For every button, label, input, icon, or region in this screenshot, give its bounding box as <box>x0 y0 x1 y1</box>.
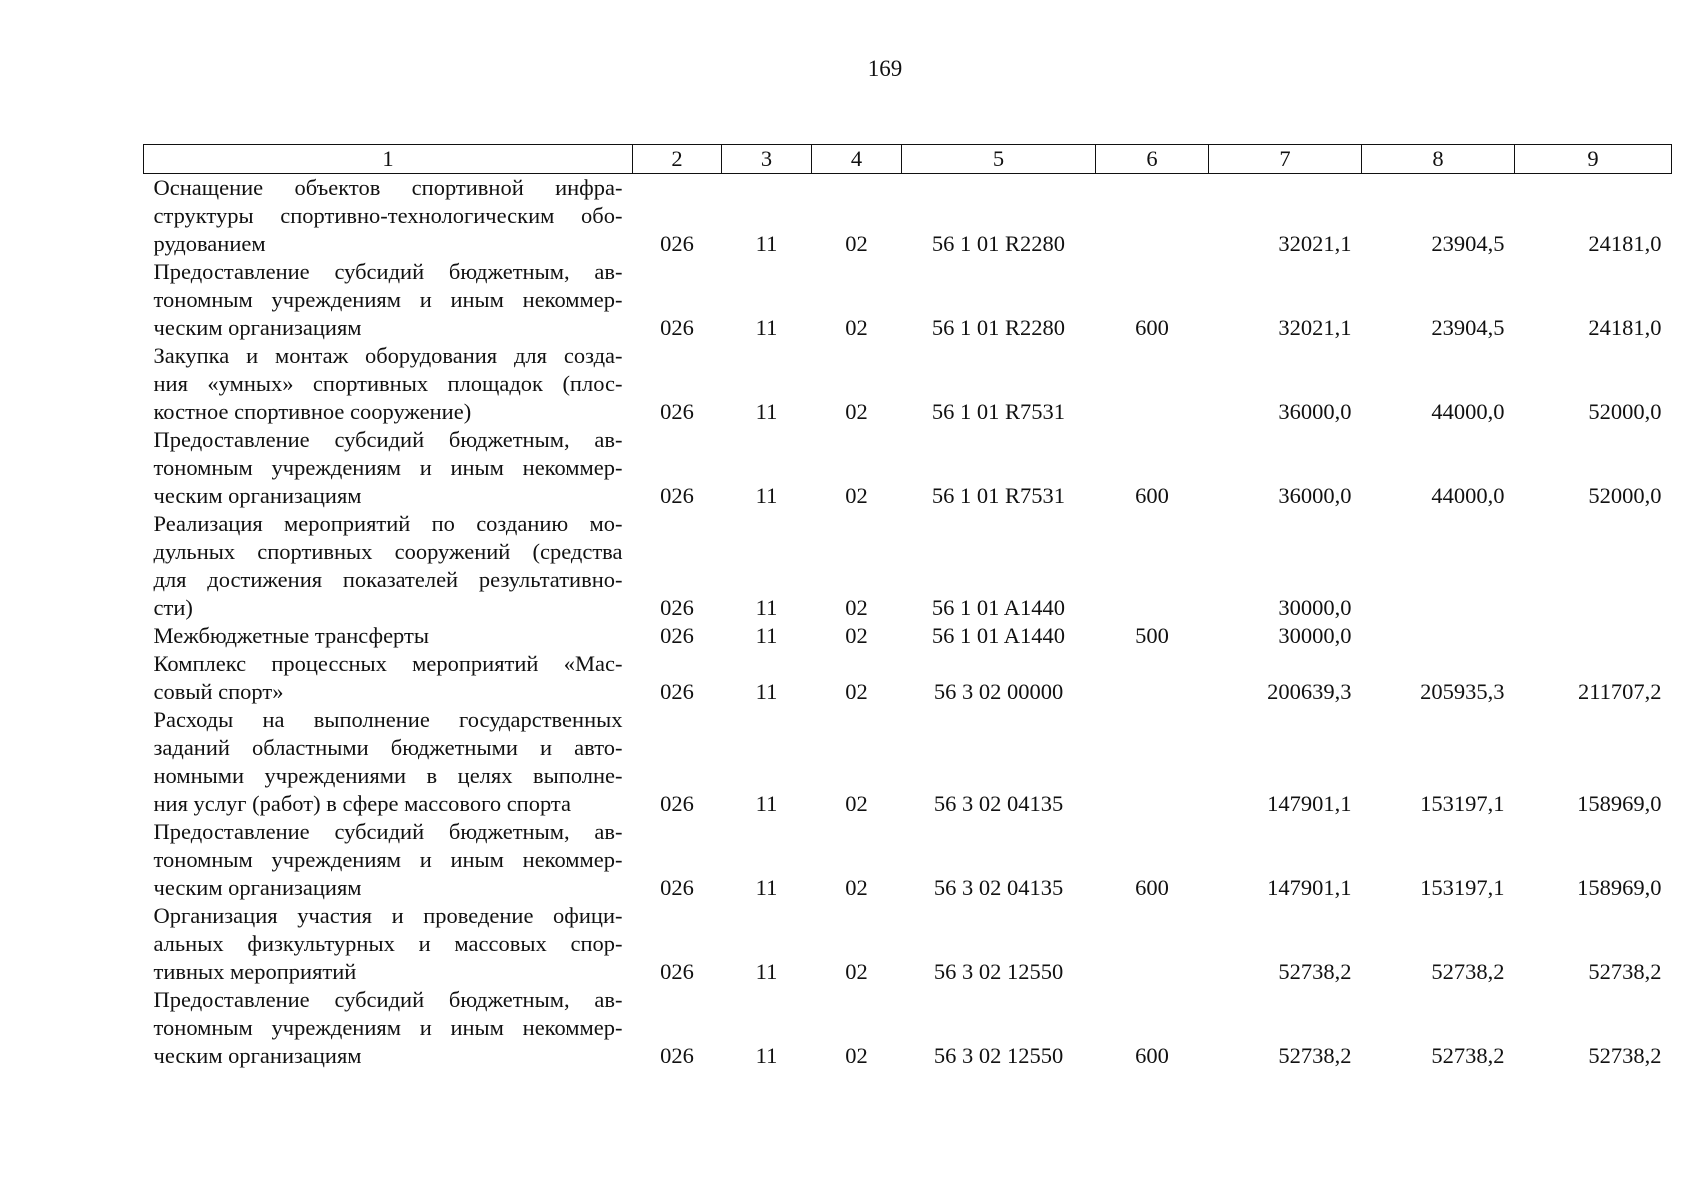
row-description <box>144 986 633 1070</box>
row-description <box>144 622 633 650</box>
chapter-code: 026 <box>660 483 694 508</box>
amount-year-3: 52738,2 <box>1588 959 1662 984</box>
chapter-code: 026 <box>660 231 694 256</box>
amount-year-1: 36000,0 <box>1278 483 1352 508</box>
section-code: 11 <box>755 959 778 984</box>
amount-year-2: 44000,0 <box>1431 483 1505 508</box>
amount-year-3 <box>1515 510 1672 622</box>
chapter-code: 026 <box>660 399 694 424</box>
subsection-code: 02 <box>845 959 868 984</box>
description-line: тономным учреждениям и иным некоммер- <box>153 455 623 480</box>
expense-type-code <box>1096 650 1209 706</box>
amount-year-3: 24181,0 <box>1588 231 1662 256</box>
description-line: Закупка и монтаж оборудования для созда- <box>153 343 623 368</box>
table-row <box>144 986 1672 1070</box>
table-header <box>144 145 1672 174</box>
description-line: альных физкультурных и массовых спор- <box>153 931 623 956</box>
amount-year-3: 52738,2 <box>1588 1043 1662 1068</box>
table-row <box>144 818 1672 902</box>
description-line: дульных спортивных сооружений (средства <box>153 539 623 564</box>
expense-type-code <box>1096 342 1209 426</box>
header-col-7: 7 <box>1209 145 1362 174</box>
chapter-code: 026 <box>660 959 694 984</box>
amount-year-1: 147901,1 <box>1267 791 1352 816</box>
section-code: 11 <box>755 315 778 340</box>
section-code: 11 <box>755 231 778 256</box>
description-line: структуры спортивно-технологическим обо- <box>153 203 623 228</box>
amount-year-1: 52738,2 <box>1278 959 1352 984</box>
description-line: Расходы на выполнение государственных <box>153 707 623 732</box>
header-col-6: 6 <box>1096 145 1209 174</box>
subsection-code: 02 <box>845 231 868 256</box>
expense-type-code <box>1096 902 1209 986</box>
amount-year-2 <box>1362 622 1515 650</box>
subsection-code: 02 <box>845 623 868 648</box>
row-description <box>144 650 633 706</box>
description-line: для достижения показателей результативно- <box>153 567 623 592</box>
row-description <box>144 258 633 342</box>
section-code: 11 <box>755 875 778 900</box>
subsection-code: 02 <box>845 1043 868 1068</box>
amount-year-2: 52738,2 <box>1431 959 1505 984</box>
header-col-9: 9 <box>1515 145 1672 174</box>
target-article-code: 56 1 01 R2280 <box>931 315 1066 340</box>
header-col-5: 5 <box>902 145 1096 174</box>
header-col-3: 3 <box>722 145 812 174</box>
description-line: ческим организациям <box>153 483 362 508</box>
target-article-code: 56 3 02 12550 <box>933 1043 1064 1068</box>
chapter-code: 026 <box>660 315 694 340</box>
table-row <box>144 342 1672 426</box>
row-description <box>144 902 633 986</box>
amount-year-2 <box>1362 510 1515 622</box>
row-description <box>144 510 633 622</box>
subsection-code: 02 <box>845 595 868 620</box>
description-line: Предоставление субсидий бюджетным, ав- <box>153 259 623 284</box>
section-code: 11 <box>755 595 778 620</box>
description-line: рудованием <box>153 231 266 256</box>
table-row <box>144 622 1672 650</box>
table-body <box>144 174 1672 1071</box>
row-description <box>144 706 633 818</box>
header-row <box>144 145 1672 174</box>
table-row <box>144 706 1672 818</box>
amount-year-1: 30000,0 <box>1278 623 1352 648</box>
amount-year-1: 30000,0 <box>1278 595 1352 620</box>
subsection-code: 02 <box>845 679 868 704</box>
description-line: тономным учреждениям и иным некоммер- <box>153 1015 623 1040</box>
target-article-code: 56 3 02 04135 <box>933 875 1064 900</box>
row-description <box>144 342 633 426</box>
target-article-code: 56 1 01 R7531 <box>931 483 1066 508</box>
chapter-code: 026 <box>660 679 694 704</box>
description-line: Оснащение объектов спортивной инфра- <box>153 175 623 200</box>
expense-type-code <box>1096 174 1209 259</box>
header-col-2: 2 <box>633 145 722 174</box>
expense-type-code: 600 <box>1135 483 1169 508</box>
expense-type-code: 600 <box>1135 875 1169 900</box>
subsection-code: 02 <box>845 399 868 424</box>
description-line: Предоставление субсидий бюджетным, ав- <box>153 987 623 1012</box>
section-code: 11 <box>755 1043 778 1068</box>
section-code: 11 <box>755 483 778 508</box>
description-line: ния услуг (работ) в сфере массового спорта <box>153 791 572 816</box>
description-line: тивных мероприятий <box>153 959 357 984</box>
target-article-code: 56 1 01 R2280 <box>931 231 1066 256</box>
target-article-code: 56 3 02 12550 <box>933 959 1064 984</box>
row-description <box>144 818 633 902</box>
amount-year-1: 52738,2 <box>1278 1043 1352 1068</box>
target-article-code: 56 1 01 A1440 <box>931 595 1066 620</box>
table-row <box>144 426 1672 510</box>
section-code: 11 <box>755 399 778 424</box>
target-article-code: 56 3 02 00000 <box>933 679 1064 704</box>
target-article-code: 56 1 01 A1440 <box>931 623 1066 648</box>
amount-year-1: 147901,1 <box>1267 875 1352 900</box>
amount-year-1: 32021,1 <box>1278 315 1352 340</box>
amount-year-3 <box>1515 622 1672 650</box>
table-row <box>144 174 1672 259</box>
amount-year-3: 211707,2 <box>1577 679 1662 704</box>
description-line: ческим организациям <box>153 875 362 900</box>
budget-table <box>143 144 1672 1070</box>
description-line: номными учреждениями в целях выполне- <box>153 763 623 788</box>
description-line: костное спортивное сооружение) <box>153 399 472 424</box>
amount-year-2: 205935,3 <box>1420 679 1505 704</box>
description-line: Комплекс процессных мероприятий «Мас- <box>153 651 623 676</box>
section-code: 11 <box>755 623 778 648</box>
table-row <box>144 650 1672 706</box>
subsection-code: 02 <box>845 315 868 340</box>
chapter-code: 026 <box>660 623 694 648</box>
subsection-code: 02 <box>845 875 868 900</box>
amount-year-2: 52738,2 <box>1431 1043 1505 1068</box>
description-line: Реализация мероприятий по созданию мо- <box>153 511 623 536</box>
amount-year-1: 36000,0 <box>1278 399 1352 424</box>
expense-type-code <box>1096 706 1209 818</box>
table-row <box>144 510 1672 622</box>
description-line: ческим организациям <box>153 1043 362 1068</box>
section-code: 11 <box>755 791 778 816</box>
description-line: сти) <box>153 595 193 620</box>
subsection-code: 02 <box>845 791 868 816</box>
amount-year-2: 44000,0 <box>1431 399 1505 424</box>
chapter-code: 026 <box>660 595 694 620</box>
amount-year-3: 158969,0 <box>1577 875 1662 900</box>
header-col-8: 8 <box>1362 145 1515 174</box>
header-col-1: 1 <box>144 145 633 174</box>
description-line: тономным учреждениям и иным некоммер- <box>153 287 623 312</box>
description-line: Предоставление субсидий бюджетным, ав- <box>153 427 623 452</box>
amount-year-1: 32021,1 <box>1278 231 1352 256</box>
page-number: 169 <box>867 56 903 81</box>
expense-type-code: 600 <box>1135 315 1169 340</box>
description-line: тономным учреждениям и иным некоммер- <box>153 847 623 872</box>
description-line: Организация участия и проведение офици- <box>153 903 623 928</box>
description-line: ния «умных» спортивных площадок (плос- <box>153 371 623 396</box>
description-line: ческим организациям <box>153 315 362 340</box>
subsection-code: 02 <box>845 483 868 508</box>
section-code: 11 <box>755 679 778 704</box>
amount-year-2: 23904,5 <box>1431 315 1505 340</box>
amount-year-3: 24181,0 <box>1588 315 1662 340</box>
expense-type-code: 500 <box>1135 623 1169 648</box>
chapter-code: 026 <box>660 791 694 816</box>
header-col-4: 4 <box>812 145 902 174</box>
target-article-code: 56 3 02 04135 <box>933 791 1064 816</box>
target-article-code: 56 1 01 R7531 <box>931 399 1066 424</box>
amount-year-1: 200639,3 <box>1267 679 1352 704</box>
description-line: заданий областными бюджетными и авто- <box>153 735 623 760</box>
amount-year-3: 52000,0 <box>1588 399 1662 424</box>
amount-year-2: 23904,5 <box>1431 231 1505 256</box>
chapter-code: 026 <box>660 1043 694 1068</box>
description-line: совый спорт» <box>153 679 284 704</box>
chapter-code: 026 <box>660 875 694 900</box>
table-row <box>144 258 1672 342</box>
amount-year-3: 158969,0 <box>1577 791 1662 816</box>
description-line: Предоставление субсидий бюджетным, ав- <box>153 819 623 844</box>
amount-year-2: 153197,1 <box>1420 875 1505 900</box>
description-line: Межбюджетные трансферты <box>153 623 429 648</box>
amount-year-3: 52000,0 <box>1588 483 1662 508</box>
expense-type-code: 600 <box>1135 1043 1169 1068</box>
row-description <box>144 426 633 510</box>
row-description <box>144 174 633 259</box>
table-row <box>144 902 1672 986</box>
amount-year-2: 153197,1 <box>1420 791 1505 816</box>
expense-type-code <box>1096 510 1209 622</box>
